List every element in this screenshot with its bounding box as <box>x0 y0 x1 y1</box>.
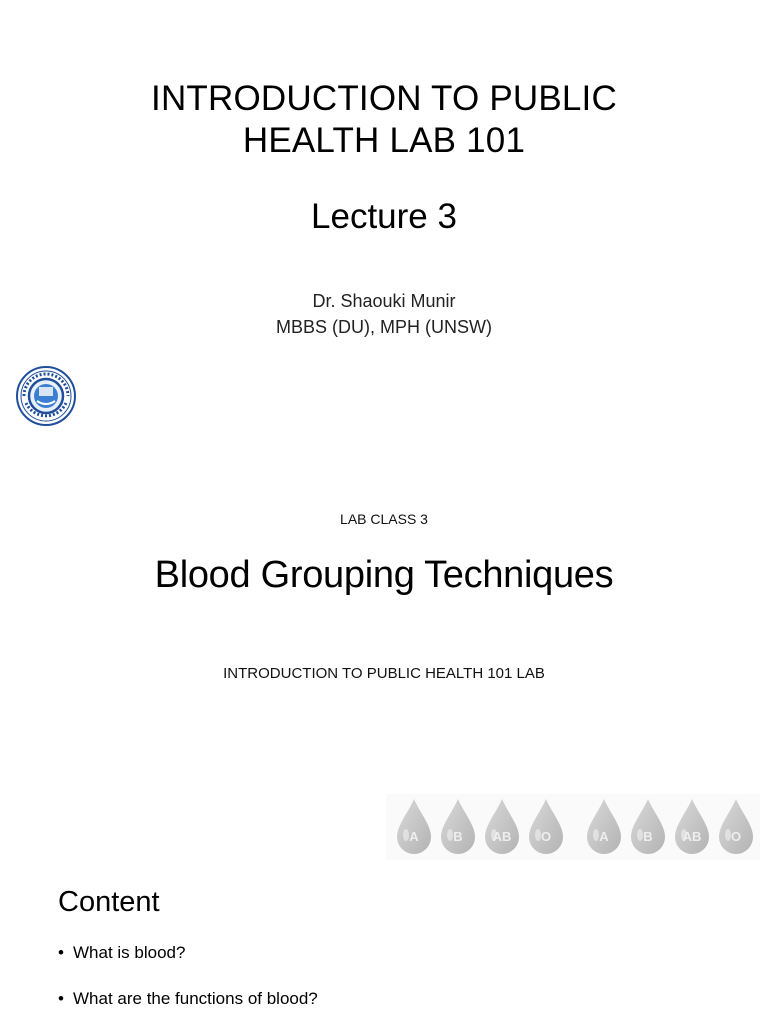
lecture-number: Lecture 3 <box>311 197 457 236</box>
blood-type-label: AB <box>492 829 512 844</box>
blood-type-label: A <box>409 829 419 844</box>
course-title-line-2: HEALTH LAB 101 <box>242 121 526 160</box>
blood-drop-icon <box>716 797 756 857</box>
university-seal-icon <box>15 365 77 427</box>
blood-drops-banner <box>386 794 760 860</box>
course-title <box>0 78 768 162</box>
blood-type-label: A <box>599 829 609 844</box>
list-item-text: What are the functions of blood? <box>73 989 318 1008</box>
author-block <box>0 288 768 340</box>
blood-drop-icon <box>628 797 668 857</box>
lab-class-label: LAB CLASS 3 <box>340 511 428 527</box>
lab-subtitle: INTRODUCTION TO PUBLIC HEALTH 101 LAB <box>223 665 545 682</box>
content-list <box>58 942 318 1024</box>
list-item <box>58 942 318 964</box>
blood-drop-icon <box>584 797 624 857</box>
blood-drop-icon <box>438 797 478 857</box>
author-credentials: MBBS (DU), MPH (UNSW) <box>276 317 492 337</box>
course-title-line-1: INTRODUCTION TO PUBLIC <box>151 79 617 118</box>
blood-type-label: B <box>453 829 463 844</box>
lab-class-slide <box>0 460 768 864</box>
content-heading: Content <box>58 886 160 918</box>
author-name: Dr. Shaouki Munir <box>312 291 456 311</box>
blood-type-label: AB <box>682 829 702 844</box>
blood-type-label: O <box>730 829 742 844</box>
lab-title: Blood Grouping Techniques <box>154 554 614 596</box>
blood-drop-icon <box>672 797 712 857</box>
blood-drop-icon <box>526 797 566 857</box>
blood-drop-icon <box>394 797 434 857</box>
bullet-icon: • <box>58 989 64 1008</box>
list-item <box>58 988 318 1010</box>
bullet-icon: • <box>58 943 64 962</box>
blood-drop-icon <box>482 797 522 857</box>
content-slide <box>0 864 768 1024</box>
title-slide <box>0 0 768 460</box>
list-item-text: What is blood? <box>73 943 186 962</box>
blood-type-label: B <box>643 829 653 844</box>
blood-type-label: O <box>540 829 552 844</box>
